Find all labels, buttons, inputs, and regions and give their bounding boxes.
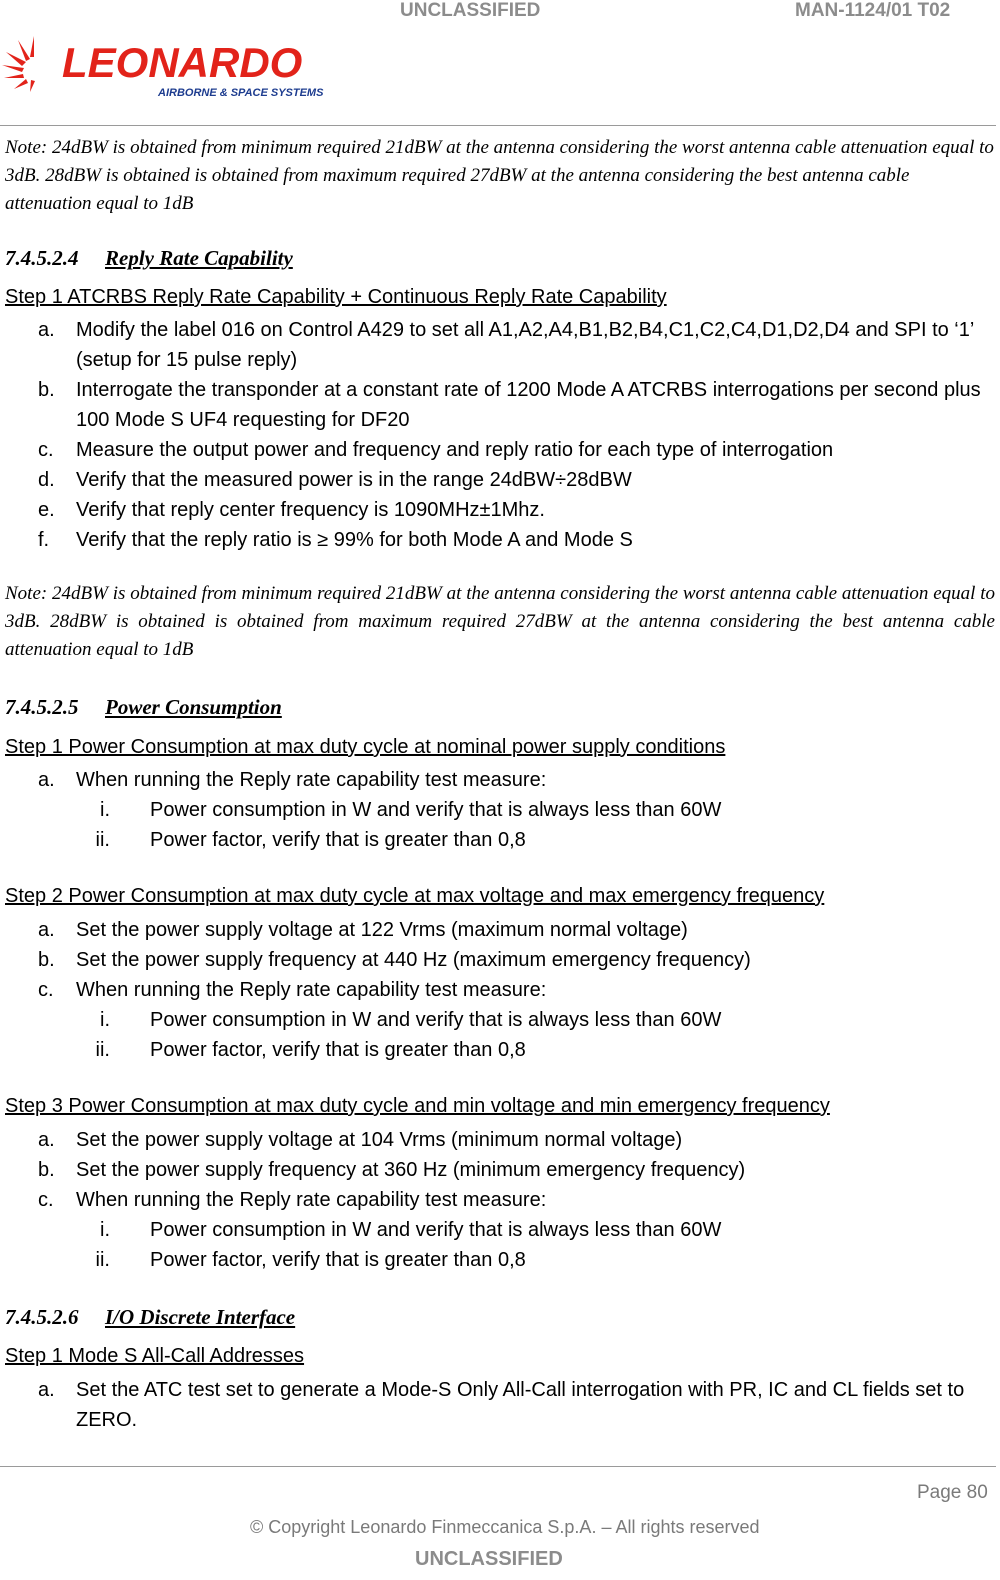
section-heading-io-discrete (5, 1305, 295, 1330)
section-number: 7.4.5.2.4 (5, 246, 79, 270)
list-text: When running the Reply rate capability test measure: (76, 769, 547, 791)
list-label: a. (38, 769, 55, 791)
sub-list-label: i. (100, 1009, 110, 1031)
step-title: Step 1 Mode S All-Call Addresses (5, 1345, 305, 1367)
note-middle: Note: 24dBW is obtained from minimum required 21dBW at the antenna considering the worst antenna cable attenuation equal to 3dB. 28dBW is obtained is obtained from maximum required 27dBW at the antenna considering the best antenna cable attenuation equal to 1dB (5, 583, 995, 660)
section-number: 7.4.5.2.5 (5, 695, 79, 719)
list-label: c. (38, 1189, 54, 1211)
list-text: Set the ATC test set to generate a Mode-S Only All-Call interrogation with PR, IC and CL fields set to ZERO. (76, 1379, 965, 1431)
sub-list-text: Power factor, verify that is greater than 0,8 (150, 1039, 526, 1061)
section-title: Reply Rate Capability (105, 246, 293, 270)
list-item (38, 495, 993, 525)
list-item (38, 1185, 993, 1215)
list-text: Verify that reply center frequency is 1090MHz±1Mhz. (76, 499, 545, 521)
section-number: 7.4.5.2.6 (5, 1305, 79, 1329)
list-item (38, 945, 993, 975)
sub-list-item (60, 825, 990, 855)
page-number: Page 80 (917, 1482, 988, 1503)
list-text: When running the Reply rate capability test measure: (76, 1189, 547, 1211)
svg-text:LEONARDO: LEONARDO (62, 39, 303, 86)
section-heading-reply-rate (5, 246, 293, 271)
step-title: Step 3 Power Consumption at max duty cycle and min voltage and min emergency frequency (5, 1095, 830, 1117)
leonardo-logo (0, 32, 330, 102)
list-label: b. (38, 379, 55, 401)
copyright: © Copyright Leonardo Finmeccanica S.p.A. – All rights reserved (250, 1517, 760, 1537)
list-label: a. (38, 919, 55, 941)
list-text: Verify that the reply ratio is ≥ 99% for both Mode A and Mode S (76, 529, 633, 551)
document-id: MAN-1124/01 T02 (795, 0, 951, 21)
sub-list-label: i. (100, 1219, 110, 1241)
list-item (38, 915, 993, 945)
list-label: a. (38, 1379, 55, 1401)
list-label: f. (38, 529, 50, 551)
section-title: Power Consumption (105, 695, 282, 719)
sub-list-label: ii. (95, 1249, 110, 1271)
list-text: Set the power supply voltage at 104 Vrms (minimum normal voltage) (76, 1129, 683, 1151)
list-item (38, 1155, 993, 1185)
sub-list-text: Power consumption in W and verify that is always less than 60W (150, 799, 722, 821)
list-label: b. (38, 1159, 55, 1181)
sub-list-text: Power consumption in W and verify that is always less than 60W (150, 1219, 722, 1241)
step-title: Step 1 ATCRBS Reply Rate Capability + Continuous Reply Rate Capability (5, 286, 667, 308)
sub-list-label: i. (100, 799, 110, 821)
sub-list-text: Power factor, verify that is greater than 0,8 (150, 1249, 526, 1271)
sub-list-text: Power factor, verify that is greater than 0,8 (150, 829, 526, 851)
list-item (38, 1125, 993, 1155)
sub-list-label: ii. (95, 829, 110, 851)
list-item (38, 465, 993, 495)
list-item (38, 525, 993, 555)
header-rule (0, 125, 996, 126)
sub-list-label: ii. (95, 1039, 110, 1061)
list-text: Set the power supply frequency at 440 Hz (maximum emergency frequency) (76, 949, 751, 971)
list-item (38, 435, 993, 465)
sub-list-item (60, 1005, 990, 1035)
sub-list-item (60, 1035, 990, 1065)
list-label: e. (38, 499, 55, 521)
note-top: Note: 24dBW is obtained from minimum required 21dBW at the antenna considering the worst antenna cable attenuation equal to 3dB. 28dBW is obtained is obtained from maximum required 27dBW at the antenna considering the best antenna cable attenuation equal to 1dB (5, 137, 994, 214)
list-text: Measure the output power and frequency and reply ratio for each type of interrogation (76, 439, 834, 461)
sub-list-item (60, 1215, 990, 1245)
list-text: When running the Reply rate capability test measure: (76, 979, 547, 1001)
list-item (38, 975, 993, 1005)
sub-list-text: Power consumption in W and verify that is always less than 60W (150, 1009, 722, 1031)
list-label: a. (38, 319, 55, 341)
step-title: Step 1 Power Consumption at max duty cycle at nominal power supply conditions (5, 736, 726, 758)
list-item (38, 315, 993, 371)
list-label: b. (38, 949, 55, 971)
list-text: Interrogate the transponder at a constant rate of 1200 Mode A ATCRBS interrogations per second plus 100 Mode S UF4 requesting for DF20 (76, 379, 981, 431)
list-item (38, 765, 993, 795)
leonardo-logo-graphic (0, 32, 330, 102)
sub-list-item (60, 795, 990, 825)
section-heading-power-consumption (5, 695, 282, 720)
list-label: a. (38, 1129, 55, 1151)
list-text: Set the power supply frequency at 360 Hz (minimum emergency frequency) (76, 1159, 746, 1181)
list-label: c. (38, 439, 54, 461)
list-text: Modify the label 016 on Control A429 to set all A1,A2,A4,B1,B2,B4,C1,C2,C4,D1,D2,D4 and SPI to ‘1’ (setup for 15 pulse reply) (76, 319, 974, 371)
list-item (38, 375, 993, 431)
section-title: I/O Discrete Interface (105, 1305, 296, 1329)
footer-rule (0, 1466, 996, 1467)
list-text: Set the power supply voltage at 122 Vrms (maximum normal voltage) (76, 919, 688, 941)
svg-text:AIRBORNE & SPACE SYSTEMS: AIRBORNE & SPACE SYSTEMS (158, 87, 324, 99)
list-text: Verify that the measured power is in the range 24dBW÷28dBW (76, 469, 632, 491)
list-label: d. (38, 469, 55, 491)
list-item (38, 1375, 993, 1431)
list-label: c. (38, 979, 54, 1001)
sub-list-item (60, 1245, 990, 1275)
footer-classification: UNCLASSIFIED (415, 1548, 563, 1570)
header-classification: UNCLASSIFIED (400, 0, 541, 21)
step-title: Step 2 Power Consumption at max duty cycle at max voltage and max emergency frequency (5, 885, 825, 907)
